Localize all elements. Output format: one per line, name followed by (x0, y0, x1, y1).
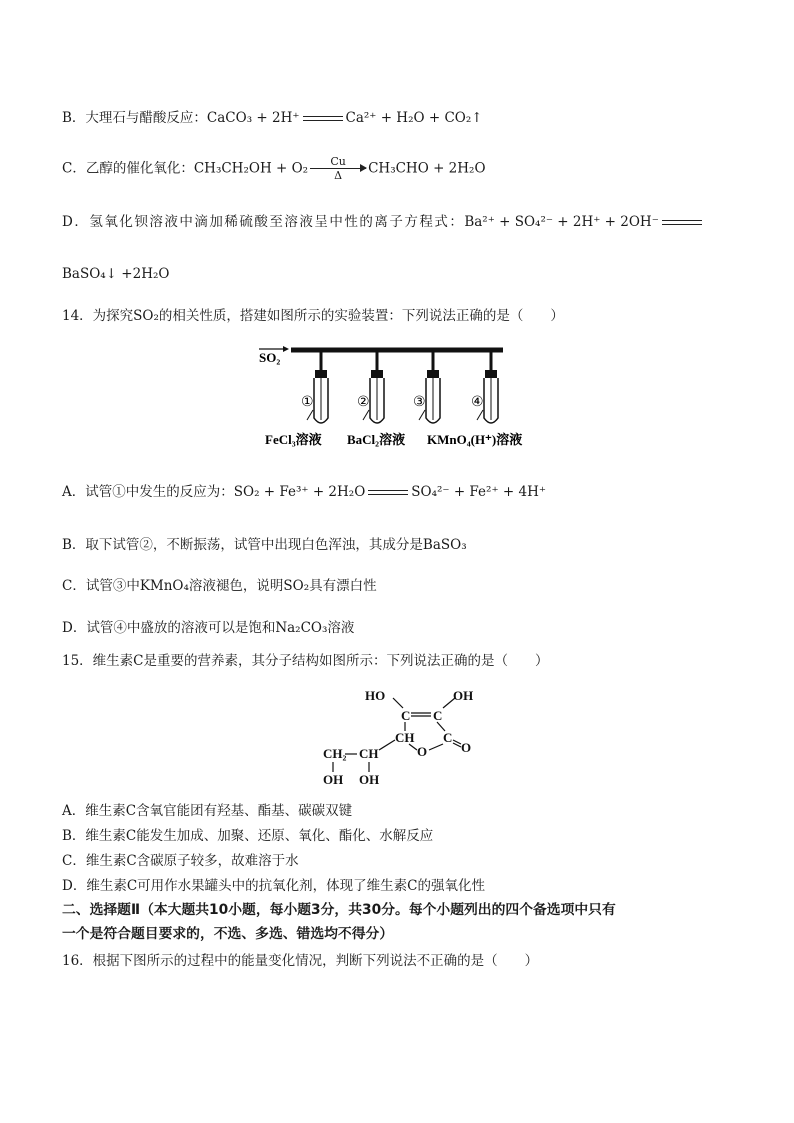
q13-option-b (62, 108, 483, 128)
equation-left: Ba²⁺ + SO₄²⁻ + 2H⁺ + 2OH⁻ (464, 214, 659, 230)
gas-label: SO₂ (259, 350, 281, 365)
atom-oh-bottom-left: OH (323, 772, 344, 787)
q14-stem: 14．为探究SO₂的相关性质，搭建如图所示的实验装置：下列说法正确的是（ ） (62, 308, 564, 324)
arrow-head (283, 346, 289, 352)
heat-label: Δ (334, 169, 343, 182)
q13-option-c (62, 156, 486, 182)
atom-c1: C (401, 708, 411, 723)
atom-c2: C (433, 708, 443, 723)
equation-right: Ca²⁺ + H₂O + CO₂↑ (345, 110, 483, 126)
q14-option-a (62, 482, 546, 502)
q16-stem: 16．根据下图所示的过程中的能量变化情况，判断下列说法不正确的是（ ） (62, 953, 539, 969)
test-tube-3 (426, 350, 440, 423)
equation-right: SO₄²⁻ + Fe²⁺ + 4H⁺ (411, 484, 546, 500)
option-label: C．乙醇的催化氧化： (62, 160, 194, 177)
solution-label-3: KMnO₄(H⁺)溶液 (427, 432, 523, 447)
section2-heading-line2: 一个是符合题目要求的，不选、多选、错选均不得分） (62, 926, 394, 942)
test-tube-4 (484, 350, 498, 423)
q14-option-b: B．取下试管②，不断振荡，试管中出现白色浑浊，其成分是BaSO₃ (62, 537, 467, 553)
atom-oh-right: OH (453, 688, 474, 703)
q13-option-d (62, 212, 705, 232)
atom-ch2: CH₂ (323, 746, 347, 761)
vitamin-c-structure (315, 680, 495, 792)
tube-number-3: ③ (413, 394, 426, 410)
q15-option-c: C．维生素C含碳原子较多，故难溶于水 (62, 853, 299, 869)
option-label: B．大理石与醋酸反应： (62, 110, 207, 126)
atom-ch-side: CH (359, 746, 379, 761)
section2-heading-line1: 二、选择题Ⅱ（本大题共10小题，每小题3分，共30分。每个小题列出的四个备选项中只有 (62, 902, 616, 918)
q14-apparatus-figure (255, 340, 545, 452)
equals-sign (303, 114, 343, 124)
option-label: D．氢氧化钡溶液中滴加稀硫酸至溶液呈中性的离子方程式： (62, 214, 465, 230)
tube-number-2: ② (357, 394, 370, 410)
solution-label-2: BaCl₂溶液 (347, 432, 406, 447)
equation-left: SO₂ + Fe³⁺ + 2H₂O (233, 484, 366, 500)
test-tube-1 (314, 350, 328, 423)
equation-left: CaCO₃ + 2H⁺ (206, 110, 300, 126)
tube-number-1: ① (301, 394, 314, 410)
equals-sign (368, 488, 408, 498)
catalyst-label: Cu (330, 155, 346, 168)
q14-option-c: C．试管③中KMnO₄溶液褪色，说明SO₂具有漂白性 (62, 578, 377, 594)
q14-option-d: D．试管④中盛放的溶液可以是饱和Na₂CO₃溶液 (62, 620, 355, 636)
atom-ch-ring: CH (395, 730, 415, 745)
equation-right: CH₃CHO + 2H₂O (368, 160, 486, 177)
option-label: A．试管①中发生的反应为： (62, 484, 234, 500)
atom-o-carbonyl: O (461, 740, 472, 755)
atom-o-ring: O (417, 744, 428, 759)
q15-option-d: D．维生素C可用作水果罐头中的抗氧化剂，体现了维生素C的强氧化性 (62, 878, 485, 894)
tube-number-4: ④ (471, 394, 484, 410)
reaction-arrow (310, 156, 366, 182)
test-tube-2 (370, 350, 384, 423)
q15-option-b: B．维生素C能发生加成、加聚、还原、氧化、酯化、水解反应 (62, 828, 434, 844)
equation-right: BaSO₄↓ +2H₂O (62, 266, 170, 282)
q13-option-d-cont (62, 264, 169, 284)
solution-label-1: FeCl₃溶液 (265, 432, 322, 447)
q15-stem: 15．维生素C是重要的营养素，其分子结构如图所示：下列说法正确的是（ ） (62, 653, 549, 669)
equation-left: CH₃CH₂OH + O₂ (193, 160, 309, 177)
atom-ho-left: HO (365, 688, 386, 703)
atom-c-carbonyl: C (443, 730, 453, 745)
q15-option-a: A．维生素C含氧官能团有羟基、酯基、碳碳双键 (62, 803, 353, 819)
equals-sign (662, 218, 702, 228)
atom-oh-bottom-right: OH (359, 772, 380, 787)
